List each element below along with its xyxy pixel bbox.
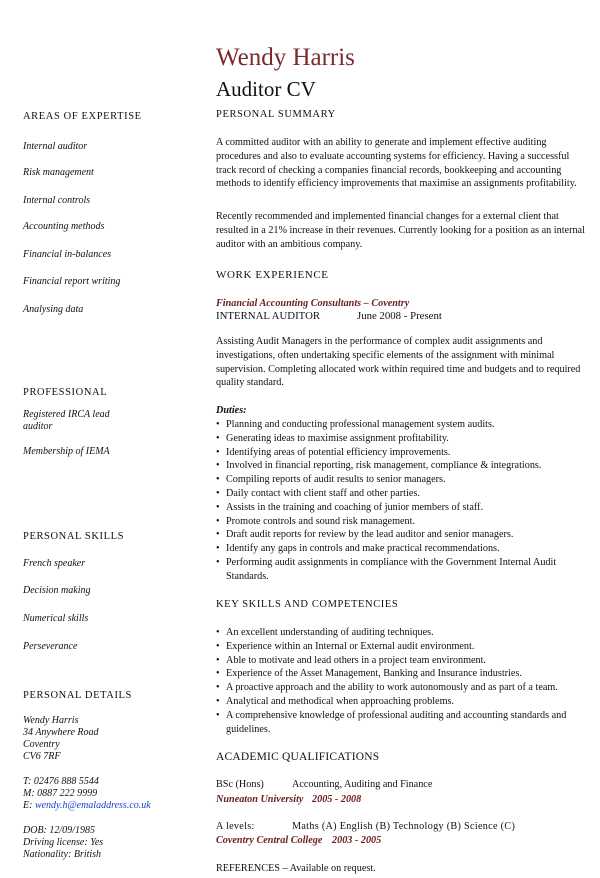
summary-paragraph: A committed auditor with an ability to generate and implement effective auditing procedures and also to evaluate accounting systems for efficiency. Having a successful track record of checking a companies financial records, bookkeeping and accounting methods to identify efficiency improvements that maximise an assignments profitability.	[216, 137, 577, 190]
cv-name: Wendy Harris	[216, 44, 355, 71]
work-heading: WORK EXPERIENCE	[216, 269, 329, 281]
alevels-label: A levels:	[216, 821, 255, 832]
university: Nuneaton University	[216, 794, 304, 805]
skill-item: Perseverance	[23, 641, 78, 652]
academic-heading: ACADEMIC QUALIFICATIONS	[216, 751, 380, 763]
alevel-subjects: Maths (A) English (B) Technology (B) Science (C)	[292, 821, 516, 832]
dob: DOB: 12/09/1985	[23, 825, 95, 836]
professional-heading: PROFESSIONAL	[23, 387, 108, 398]
duty-item: • Generating ideas to maximise assignment profitability.	[216, 432, 586, 446]
expertise-item: Risk management	[23, 167, 94, 178]
expertise-item: Analysing data	[23, 304, 84, 315]
college-dates: 2003 - 2005	[332, 835, 382, 846]
skill-bullet: • An excellent understanding of auditing techniques.	[216, 626, 586, 640]
skill-bullet: • Experience within an Internal or External audit environment.	[216, 640, 586, 654]
job-description: Assisting Audit Managers in the performance of complex audit assignments and investigations, often undertaking specific elements of the assignment with minimal supervision. Completing allocated work within required time and budgets and to required quality standard.	[216, 336, 581, 389]
details-heading: PERSONAL DETAILS	[23, 690, 132, 701]
address-line: CV6 7RF	[23, 751, 61, 762]
address-line: Coventry	[23, 739, 60, 750]
expertise-item: Financial in-balances	[23, 249, 112, 260]
address-line: Wendy Harris	[23, 715, 79, 726]
professional-item: Membership of IEMA	[23, 446, 110, 457]
cv-title: Auditor CV	[216, 77, 316, 101]
duty-item: • Compiling reports of audit results to senior managers.	[216, 473, 586, 487]
skills-heading: PERSONAL SKILLS	[23, 531, 125, 542]
college: Coventry Central College	[216, 835, 323, 846]
job-role: INTERNAL AUDITOR	[216, 310, 321, 322]
company: Financial Accounting Consultants – Coventry	[216, 298, 410, 309]
mobile: M: 0887 222 9999	[23, 788, 98, 799]
duties-list	[216, 418, 586, 584]
duties-label: Duties:	[216, 405, 247, 416]
summary-heading: PERSONAL SUMMARY	[216, 109, 336, 120]
skill-bullet: • Analytical and methodical when approaching problems.	[216, 695, 586, 709]
skill-bullet: • A comprehensive knowledge of professional auditing and accounting standards and guidelines.	[216, 709, 586, 737]
degree: BSc (Hons)	[216, 779, 264, 790]
references-text: – Available on request.	[279, 863, 376, 874]
university-dates: 2005 - 2008	[312, 794, 362, 805]
skill-item: Decision making	[23, 585, 91, 596]
duty-item: • Draft audit reports for review by the lead auditor and senior managers.	[216, 528, 586, 542]
duty-item: • Daily contact with client staff and other parties.	[216, 487, 586, 501]
expertise-item: Accounting methods	[23, 221, 105, 232]
references-label: REFERENCES	[216, 863, 280, 874]
expertise-item: Internal controls	[23, 195, 91, 206]
nationality: Nationality: British	[23, 849, 102, 860]
duty-item: • Involved in financial reporting, risk management, compliance & integrations.	[216, 459, 586, 473]
expertise-heading: AREAS OF EXPERTISE	[23, 111, 142, 122]
job-dates: June 2008 - Present	[357, 310, 442, 322]
duty-item: • Performing audit assignments in compliance with the Government Internal Audit Standards.	[216, 556, 586, 584]
expertise-item: Internal auditor	[23, 141, 88, 152]
expertise-item: Financial report writing	[23, 276, 121, 287]
duty-item: • Planning and conducting professional management system audits.	[216, 418, 586, 432]
summary-paragraph: Recently recommended and implemented financial changes for a external client that resulted in a 21% increase in their revenues. Currently looking for a position as an internal auditor with an ambitious company.	[216, 211, 585, 250]
skill-item: Numerical skills	[23, 613, 89, 624]
degree-subject: Accounting, Auditing and Finance	[292, 779, 433, 790]
driving-license: Driving license: Yes	[23, 837, 104, 848]
address	[23, 715, 99, 763]
contact	[23, 776, 151, 812]
skill-item: French speaker	[23, 558, 86, 569]
skill-bullet: • Experience of the Asset Management, Banking and Insurance industries.	[216, 667, 586, 681]
phone: T: 02476 888 5544	[23, 776, 99, 787]
skill-bullet: • Able to motivate and lead others in a project team environment.	[216, 654, 586, 668]
key-skills-list	[216, 626, 586, 736]
duty-item: • Promote controls and sound risk management.	[216, 515, 586, 529]
email-link[interactable]: wendy.h@emaladdress.co.uk	[34, 800, 151, 811]
duty-item: • Identify any gaps in controls and make practical recommendations.	[216, 542, 586, 556]
personal-info	[23, 825, 103, 861]
email-label: E:	[23, 800, 35, 811]
duty-item: • Identifying areas of potential efficiency improvements.	[216, 446, 586, 460]
address-line: 34 Anywhere Road	[23, 727, 99, 738]
skill-bullet: • A proactive approach and the ability to work autonomously and as part of a team.	[216, 681, 586, 695]
duty-item: • Assists in the training and coaching of junior members of staff.	[216, 501, 586, 515]
key-skills-heading: KEY SKILLS AND COMPETENCIES	[216, 599, 399, 610]
professional-item: Registered IRCA lead auditor	[23, 409, 110, 432]
